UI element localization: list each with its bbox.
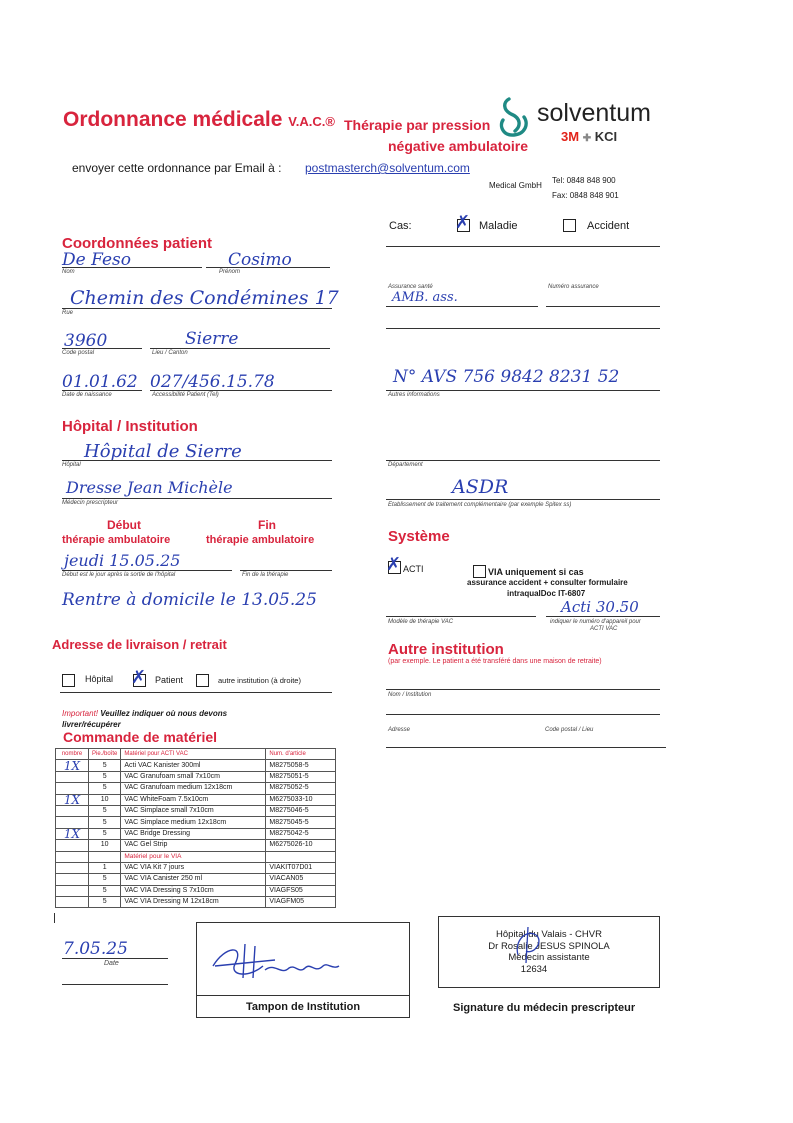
- row-description: VAC Simplace medium 12x18cm: [121, 817, 266, 828]
- row-article: VIACAN05: [266, 874, 336, 885]
- row-description: VAC VIA Kit 7 jours: [121, 862, 266, 873]
- date-value: 7.05.25: [63, 939, 128, 959]
- row-pieces: 5: [89, 805, 121, 816]
- row-quantity[interactable]: [56, 862, 89, 873]
- row-description: VAC Simplace small 7x10cm: [121, 805, 266, 816]
- patient-naissance-label: Date de naissance: [62, 392, 112, 398]
- row-description: VAC VIA Dressing M 12x18cm: [121, 897, 266, 908]
- autres-info-label: Autres informations: [388, 392, 440, 398]
- via-line-1: VIA uniquement si cas: [488, 567, 584, 577]
- maladie-check-mark-icon: ✗: [455, 212, 471, 233]
- hopital-section-title: Hôpital / Institution: [62, 418, 198, 435]
- debut-value: jeudi 15.05.25: [64, 551, 181, 570]
- assurance-extra-line: [386, 328, 660, 329]
- row-description: VAC Granufoam medium 12x18cm: [121, 783, 266, 794]
- row-quantity[interactable]: [56, 874, 89, 885]
- debut-title: Début: [107, 518, 141, 532]
- stamp-text: [438, 929, 660, 975]
- assurance-label: Assurance santé: [388, 284, 433, 290]
- stamp-line-1: Hôpital du Valais - CHVR: [496, 929, 602, 940]
- autre-institution-title: Autre institution: [388, 641, 504, 658]
- brand-name: solventum: [537, 99, 651, 127]
- important-text-2: livrer/récupérer: [62, 720, 121, 729]
- assurance-value: AMB. ass.: [392, 290, 458, 305]
- modele-label: Modèle de thérapie VAC: [388, 619, 454, 625]
- livraison-hopital-label: Hôpital: [85, 674, 114, 684]
- materiel-row: [56, 783, 336, 794]
- etablissement-label: Etablissement de traitement complémentaire (par exemple Spitex ss): [388, 502, 572, 508]
- email-label: envoyer cette ordonnance par Email à :: [72, 161, 282, 175]
- systeme-title: Système: [388, 528, 450, 545]
- stamp-line-3: Médecin assistante: [508, 952, 590, 963]
- modele-value: Acti 30.50: [561, 598, 639, 616]
- autre-mid-line: [386, 714, 660, 715]
- footer-left-tick: [54, 913, 55, 923]
- subtitle-1: Thérapie par pression: [344, 117, 491, 133]
- materiel-via-heading-row: [56, 851, 336, 862]
- patient-nom-line: [62, 267, 202, 268]
- head-pieces: Pie./boîte: [89, 749, 121, 760]
- solventum-logo-icon: [497, 96, 531, 138]
- row-pieces: 5: [89, 760, 121, 771]
- row-pieces: 5: [89, 874, 121, 885]
- row-description: VAC VIA Dressing S 7x10cm: [121, 885, 266, 896]
- patient-lieu-value: Sierre: [185, 329, 239, 349]
- row-pieces: 5: [89, 828, 121, 839]
- autre-adresse-line: [386, 747, 666, 748]
- patient-npa-value: 3960: [64, 331, 108, 351]
- autres-info-line: [386, 390, 660, 391]
- fin-sub: thérapie ambulatoire: [206, 534, 315, 546]
- accident-label: Accident: [587, 220, 630, 232]
- patient-prenom-line: [206, 267, 330, 268]
- row-quantity[interactable]: 1X: [56, 794, 89, 805]
- row-quantity[interactable]: 1X: [56, 828, 89, 839]
- livraison-title: Adresse de livraison / retrait: [52, 637, 227, 652]
- row-article: VIAGFS05: [266, 885, 336, 896]
- company-name: Medical GmbH: [489, 181, 542, 190]
- row-description: VAC WhiteFoam 7.5x10cm: [121, 794, 266, 805]
- row-article: M8275046-5: [266, 805, 336, 816]
- departement-line: [386, 460, 660, 461]
- via-line-2: assurance accident + consulter formulaire: [467, 578, 628, 587]
- via-heading-empty: [266, 851, 336, 862]
- stamp-signature-mark: [508, 925, 548, 965]
- row-pieces: 5: [89, 771, 121, 782]
- patient-prenom-value: Cosimo: [228, 250, 292, 270]
- cas-underline: [386, 246, 660, 247]
- materiel-header-row: [56, 749, 336, 760]
- row-description: VAC VIA Canister 250 ml: [121, 874, 266, 885]
- maladie-label: Maladie: [479, 220, 518, 232]
- via-checkbox[interactable]: [473, 565, 486, 578]
- materiel-row: [56, 885, 336, 896]
- livraison-patient-label: Patient: [155, 675, 184, 685]
- fin-label: Fin de la thérapie: [242, 572, 289, 578]
- etablissement-line: [386, 499, 660, 500]
- head-article: Num. d'article: [266, 749, 336, 760]
- assurance-line: [386, 306, 538, 307]
- row-article: VIAGFM05: [266, 897, 336, 908]
- medecin-label: Médecin prescripteur: [62, 500, 119, 506]
- appareil-line: [546, 616, 660, 617]
- hopital-line: [62, 460, 332, 461]
- medecin-value: Dresse Jean Michèle: [66, 478, 233, 497]
- livraison-line: [60, 692, 332, 693]
- patient-tel-label: Accessibilité Patient (Tel): [152, 392, 219, 398]
- company-tel: Tel: 0848 848 900: [552, 176, 616, 185]
- livraison-autre-checkbox[interactable]: [196, 674, 209, 687]
- hopital-value: Hôpital de Sierre: [84, 441, 242, 462]
- modele-line: [386, 616, 536, 617]
- tampon-label: Tampon de Institution: [246, 1001, 361, 1013]
- materiel-row: [56, 760, 336, 771]
- patient-npa-label: Code postal: [62, 350, 95, 356]
- patient-section-title: Coordonnées patient: [62, 235, 213, 252]
- materiel-row: [56, 771, 336, 782]
- materiel-row: [56, 840, 336, 851]
- cas-label: Cas:: [389, 220, 412, 232]
- materiel-row: [56, 805, 336, 816]
- materiel-row: [56, 794, 336, 805]
- via-heading: Matériel pour le VIA: [121, 851, 266, 862]
- via-line-3: intraqualDoc IT-6807: [507, 589, 586, 598]
- row-quantity[interactable]: [56, 840, 89, 851]
- numero-assurance-label: Numéro assurance: [548, 284, 599, 290]
- row-pieces: 5: [89, 885, 121, 896]
- patient-rue-value: Chemin des Condémines 17: [70, 287, 339, 309]
- patient-nom-value: De Feso: [62, 250, 131, 270]
- stamp-line-2: Dr Rosalie JESUS SPINOLA: [488, 940, 610, 952]
- hopital-label: Hôpital: [62, 462, 81, 468]
- row-article: M8275042-5: [266, 828, 336, 839]
- autre-nom-label: Nom / Institution: [388, 692, 432, 698]
- row-article: M8275058-5: [266, 760, 336, 771]
- date-lower-line: [62, 984, 168, 985]
- title-text: Ordonnance médicale: [63, 108, 283, 131]
- debut-line: [62, 570, 232, 571]
- materiel-row: [56, 862, 336, 873]
- patient-lieu-line: [150, 348, 330, 349]
- appareil-label-1: indiquer le numéro d'appareil pour: [550, 619, 641, 625]
- patient-tel-value: 027/456.15.78: [150, 372, 275, 392]
- autres-info-value: N° AVS 756 9842 8231 52: [393, 367, 620, 387]
- row-quantity[interactable]: [56, 805, 89, 816]
- medecin-line: [62, 498, 332, 499]
- head-acti: Matériel pour ACTI VAC: [121, 749, 266, 760]
- livraison-patient-check-mark-icon: ✗: [131, 667, 147, 688]
- materiel-row: [56, 828, 336, 839]
- row-description: Acti VAC Kanister 300ml: [121, 760, 266, 771]
- row-article: M8275052-5: [266, 783, 336, 794]
- departement-label: Département: [388, 462, 423, 468]
- acti-label: ACTI: [403, 564, 424, 574]
- important-prefix: Important!: [62, 709, 99, 718]
- row-pieces: 10: [89, 840, 121, 851]
- row-quantity[interactable]: [56, 771, 89, 782]
- patient-rue-label: Rue: [62, 310, 74, 316]
- livraison-autre-label: autre institution (à droite): [218, 676, 301, 685]
- brand-3m: 3M: [561, 129, 580, 144]
- patient-naissance-line: [62, 390, 142, 391]
- patient-rue-line: [62, 308, 332, 309]
- stamp-line-4: 12634: [520, 963, 548, 975]
- numero-assurance-line: [546, 306, 660, 307]
- via-heading-empty: [56, 851, 89, 862]
- title-vac: V.A.C.®: [288, 114, 335, 129]
- row-article: M8275045-5: [266, 817, 336, 828]
- debut-sub: thérapie ambulatoire: [62, 534, 171, 546]
- row-quantity[interactable]: 1X: [56, 760, 89, 771]
- brand-plus-icon: ✚: [582, 133, 592, 144]
- autre-npa-label: Code postal / Lieu: [545, 727, 594, 733]
- accident-checkbox[interactable]: [563, 219, 576, 232]
- autre-institution-sub: (par exemple. Le patient a été transféré dans une maison de retraite): [388, 658, 602, 665]
- autre-nom-line: [386, 689, 660, 690]
- materiel-row: [56, 897, 336, 908]
- row-pieces: 1: [89, 862, 121, 873]
- patient-tel-line: [150, 390, 332, 391]
- row-pieces: 5: [89, 897, 121, 908]
- patient-naissance-value: 01.01.62: [62, 372, 138, 392]
- subtitle-2: négative ambulatoire: [388, 138, 529, 154]
- row-description: VAC Gel Strip: [121, 840, 266, 851]
- via-heading-empty: [89, 851, 121, 862]
- date-line: [62, 958, 168, 959]
- row-quantity[interactable]: [56, 885, 89, 896]
- row-pieces: 5: [89, 817, 121, 828]
- materiel-table: [55, 748, 336, 908]
- row-pieces: 5: [89, 783, 121, 794]
- patient-nom-label: Nom: [62, 269, 75, 275]
- etablissement-value: ASDR: [452, 476, 509, 498]
- signature-label: Signature du médecin prescripteur: [453, 1002, 636, 1014]
- brand-sub: [561, 129, 617, 144]
- row-pieces: 10: [89, 794, 121, 805]
- row-article: VIAKIT07D01: [266, 862, 336, 873]
- row-description: VAC Granufoam small 7x10cm: [121, 771, 266, 782]
- debut-label: Début est le jour après la sortie de l'hôpital: [62, 572, 176, 578]
- row-article: M8275051-5: [266, 771, 336, 782]
- row-description: VAC Bridge Dressing: [121, 828, 266, 839]
- patient-npa-line: [62, 348, 142, 349]
- therapie-note: Rentre à domicile le 13.05.25: [62, 590, 317, 610]
- acti-check-mark-icon: ✗: [386, 554, 402, 575]
- commande-title: Commande de matériel: [63, 729, 218, 745]
- important-note: [62, 708, 227, 730]
- row-article: M6275033-10: [266, 794, 336, 805]
- materiel-row: [56, 874, 336, 885]
- patient-lieu-label: Lieu / Canton: [152, 350, 188, 356]
- signature-scribble: [205, 936, 345, 988]
- important-text-1: Veuillez indiquer où nous devons: [100, 709, 228, 718]
- email-link[interactable]: postmasterch@solventum.com: [305, 161, 470, 175]
- brand-kci: KCI: [594, 129, 618, 144]
- patient-prenom-label: Prénom: [219, 269, 241, 275]
- materiel-row: [56, 817, 336, 828]
- fin-title: Fin: [258, 518, 276, 532]
- head-nombre: nombre: [56, 749, 89, 760]
- row-quantity[interactable]: [56, 897, 89, 908]
- date-label: Date: [104, 960, 119, 967]
- row-article: M6275026-10: [266, 840, 336, 851]
- autre-adresse-label: Adresse: [388, 727, 411, 733]
- appareil-label-2: ACTI VAC: [590, 626, 618, 632]
- company-fax: Fax: 0848 848 901: [552, 191, 619, 200]
- form-title: [63, 108, 335, 132]
- fin-line: [240, 570, 332, 571]
- livraison-hopital-checkbox[interactable]: [62, 674, 75, 687]
